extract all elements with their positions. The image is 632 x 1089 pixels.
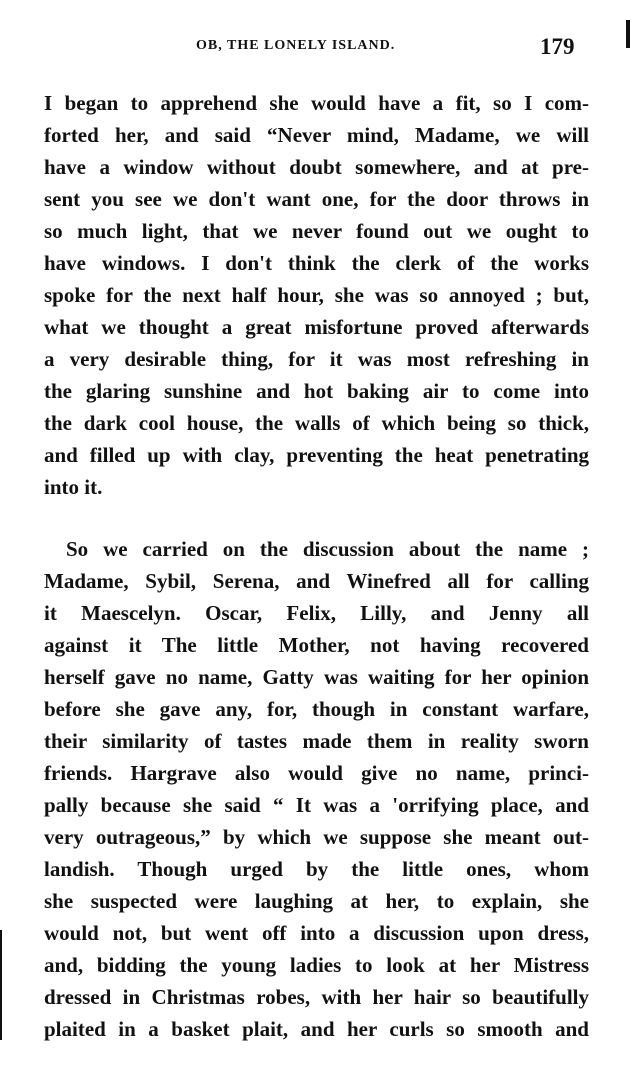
text-line: have a window without doubt somewhere, and at pre- — [44, 155, 589, 179]
text-line: forted her, and said “Never mind, Madame, we will — [44, 123, 589, 147]
text-line: landish. Though urged by the little ones, whom — [44, 857, 589, 881]
text-line: plaited in a basket plait, and her curls so smooth and — [44, 1017, 589, 1041]
text-line: herself gave no name, Gatty was waiting for her opinion — [44, 665, 589, 689]
text-line: what we thought a great misfortune proved afterwards — [44, 315, 589, 339]
paragraph-1 — [44, 87, 589, 503]
page-edge-mark — [0, 930, 2, 1040]
text-line: dressed in Christmas robes, with her hair so beautifully — [44, 985, 589, 1009]
text-line: and, bidding the young ladies to look at her Mistress — [44, 953, 589, 977]
text-line: I began to apprehend she would have a fit, so I com- — [44, 91, 589, 115]
text-line: and filled up with clay, preventing the heat penetrating — [44, 443, 589, 467]
text-line: she suspected were laughing at her, to explain, she — [44, 889, 589, 913]
page-number: 179 — [540, 34, 575, 59]
paragraph-2 — [44, 533, 589, 1045]
text-line: sent you see we don't want one, for the door throws in — [44, 187, 589, 211]
text-line: friends. Hargrave also would give no name, princi- — [44, 761, 589, 785]
text-line: before she gave any, for, though in constant warfare, — [44, 697, 589, 721]
text-line: their similarity of tastes made them in reality sworn — [44, 729, 589, 753]
text-line: Madame, Sybil, Serena, and Winefred all for calling — [44, 569, 589, 593]
text-line: spoke for the next half hour, she was so annoyed ; but, — [44, 283, 589, 307]
text-line: would not, but went off into a discussion upon dress, — [44, 921, 589, 945]
text-line: very outrageous,” by which we suppose she meant out- — [44, 825, 589, 849]
text-line: pally because she said “ It was a 'orrifying place, and — [44, 793, 589, 817]
text-line: it Maescelyn. Oscar, Felix, Lilly, and Jenny all — [44, 601, 589, 625]
running-head: OB, THE LONELY ISLAND. — [196, 38, 396, 53]
text-line: the glaring sunshine and hot baking air to come into — [44, 379, 589, 403]
text-line: so much light, that we never found out we ought to — [44, 219, 589, 243]
text-line: the dark cool house, the walls of which being so thick, — [44, 411, 589, 435]
text-line: into it. — [44, 475, 103, 499]
text-line: So we carried on the discussion about the name ; — [66, 537, 589, 561]
text-line: a very desirable thing, for it was most refreshing in — [44, 347, 589, 371]
text-line: against it The little Mother, not having recovered — [44, 633, 589, 657]
text-line: have windows. I don't think the clerk of the works — [44, 251, 589, 275]
page-edge-mark — [626, 20, 630, 48]
